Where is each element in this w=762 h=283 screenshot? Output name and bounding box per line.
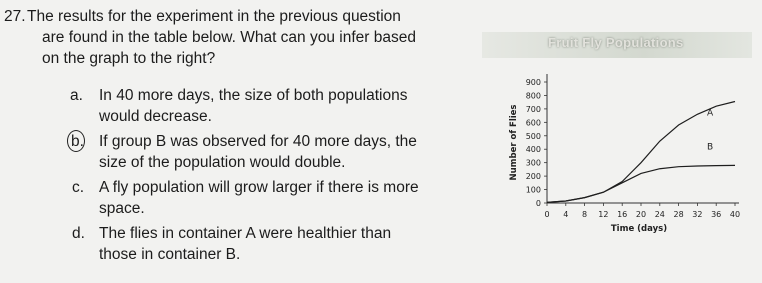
x-tick-label: 28 [673, 210, 684, 219]
option-d-line-2: those in container B. [99, 246, 241, 263]
question-stem-line-3: on the graph to the right? [42, 50, 216, 67]
chart-title: Fruit Fly Populations [548, 35, 684, 50]
option-d-line-1: The flies in container A were healthier than [99, 225, 392, 242]
x-tick-label: 20 [635, 210, 647, 219]
x-tick-label: 24 [654, 210, 665, 219]
y-tick-label: 200 [525, 172, 541, 182]
x-tick-label: 0 [544, 210, 550, 219]
option-c-line-2: space. [99, 200, 145, 217]
series-label-a: A [707, 108, 714, 119]
series-label-b: B [707, 142, 714, 153]
y-tick-label: 500 [525, 131, 541, 141]
option-c-line-1: A fly population will grow larger if there is more [99, 179, 419, 196]
x-tick-label: 16 [617, 210, 628, 219]
y-tick-label: 100 [525, 185, 541, 195]
y-tick-label: 900 [525, 78, 541, 87]
question-stem-line-1: The results for the experiment in the previous question [27, 8, 401, 25]
option-b-line-2: size of the population would double. [99, 154, 346, 171]
y-tick-label: 700 [525, 104, 541, 114]
x-tick-label: 4 [563, 210, 569, 219]
x-tick-label: 32 [692, 210, 703, 219]
option-a-line-2: would decrease. [99, 108, 212, 125]
option-a-line-1: In 40 more days, the size of both populations [99, 87, 408, 104]
series-line-b [547, 165, 735, 202]
y-tick-label: 600 [525, 118, 541, 128]
option-c-letter: c. [72, 179, 85, 196]
option-b-letter: b. [71, 133, 84, 150]
y-tick-label: 0 [535, 199, 541, 208]
y-tick-label: 400 [525, 145, 541, 155]
question-number: 27. [4, 8, 26, 25]
option-a-letter: a. [70, 87, 83, 104]
x-tick-label: 12 [598, 210, 609, 219]
x-tick-label: 36 [711, 210, 722, 219]
y-tick-label: 300 [525, 158, 541, 168]
x-tick-label: 40 [729, 210, 741, 219]
x-axis-label: Time (days) [610, 224, 668, 234]
x-tick-label: 8 [582, 210, 588, 219]
y-tick-label: 800 [525, 91, 541, 101]
y-axis-label: Number of Flies [509, 104, 519, 181]
option-b-line-1: If group B was observed for 40 more days, the [99, 133, 417, 150]
option-d-letter: d. [72, 225, 85, 242]
question-stem-line-2: are found in the table below. What can you infer based [42, 29, 416, 46]
